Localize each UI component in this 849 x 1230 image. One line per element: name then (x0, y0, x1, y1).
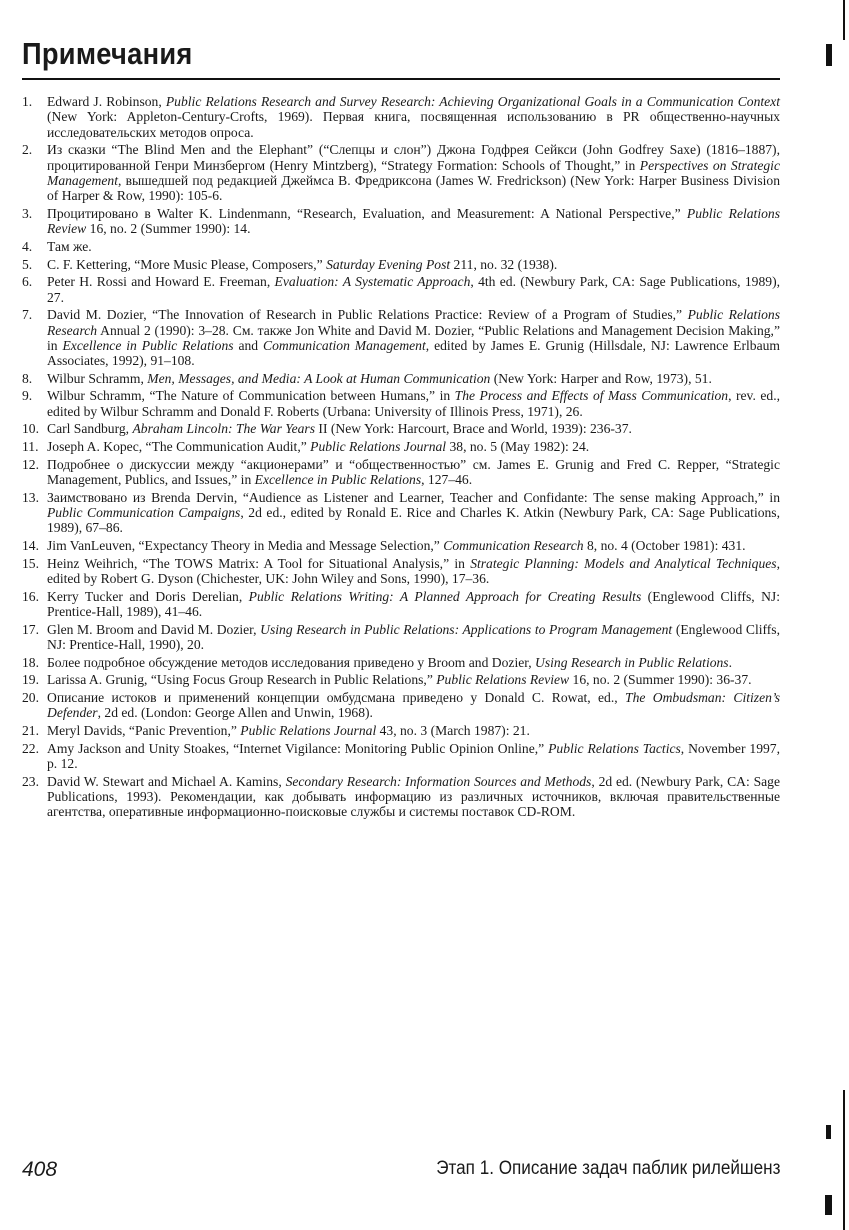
note-text (47, 690, 780, 720)
note-text-run: , edited by Robert G. Dyson (Chichester, UK: John Wiley and Sons, 1990), 17–36. (47, 555, 780, 587)
note-item (22, 257, 780, 272)
note-number: 4. (22, 238, 33, 254)
note-number: 23. (22, 773, 39, 789)
note-item (22, 457, 780, 488)
note-text-run: (Englewood Cliffs, NJ: Prentice-Hall, 1989), 41–46. (47, 588, 780, 620)
note-text-run: (New York: Appleton-Century-Crofts, 1969). Первая книга, посвященная использованию в PR общественно-научных исследовательских методов опроса. (47, 109, 780, 140)
note-number: 7. (22, 307, 33, 323)
note-text-run: and (233, 337, 264, 353)
note-text-run: (Englewood Cliffs, NJ: Prentice-Hall, 1990), 20. (47, 621, 780, 653)
note-number: 21. (22, 723, 39, 739)
note-number: 12. (22, 456, 39, 472)
note-title-italic: Evaluation: A Systematic Approach (274, 274, 471, 290)
note-title-italic: Excellence in Public Relations (254, 472, 422, 488)
running-title: Этап 1. Описание задач паблик рилейшенз (435, 1158, 780, 1179)
note-text (47, 239, 92, 254)
note-title-italic: Public Relations Journal (310, 439, 447, 455)
note-text-run: Heinz Weihrich, “The TOWS Matrix: A Tool for Situational Analysis,” in (47, 555, 471, 571)
notes-list (22, 94, 780, 822)
note-title-italic: Communication Management (263, 337, 426, 353)
note-text (47, 655, 732, 670)
note-text-run: , rev. ed., edited by Wilbur Schramm and Donald F. Roberts (Urbana: University of Illinois Press, 1971), 26. (47, 388, 780, 419)
note-title-italic: Communication Research (443, 538, 584, 554)
note-item (22, 490, 780, 536)
note-item (22, 589, 780, 620)
note-number: 13. (22, 489, 39, 505)
note-text (47, 274, 780, 304)
note-number: 10. (22, 421, 39, 437)
note-text (47, 457, 780, 487)
note-item (22, 672, 780, 687)
note-text-run: Jim VanLeuven, “Expectancy Theory in Media and Message Selection,” (47, 538, 444, 554)
note-title-italic: Public Relations Review (47, 205, 780, 237)
note-item (22, 307, 780, 368)
note-text (47, 723, 530, 738)
note-text (47, 371, 712, 386)
note-item (22, 142, 780, 203)
note-text (47, 307, 780, 368)
note-number: 6. (22, 274, 33, 290)
scan-edge-mark (825, 1195, 832, 1215)
note-title-italic: Public Relations Tactics (548, 740, 681, 756)
note-text-run: Joseph A. Kopec, “The Communication Audit,” (47, 439, 311, 455)
note-text-run: David W. Stewart and Michael A. Kamins, (47, 773, 286, 789)
note-item (22, 774, 780, 820)
page-number: 408 (22, 1158, 58, 1181)
note-text (47, 421, 632, 436)
note-text-run: Larissa A. Grunig, “Using Focus Group Research in Public Relations,” (47, 672, 437, 688)
note-item (22, 239, 780, 254)
note-item (22, 206, 780, 237)
note-title-italic: Perspectives on Strategic Management (47, 157, 780, 188)
note-text-run: Процитировано в Walter K. Lindenmann, “Research, Evaluation, and Measurement: A National Perspective,” (47, 205, 687, 221)
note-text (47, 622, 780, 652)
note-number: 18. (22, 654, 39, 670)
note-title-italic: Strategic Planning: Models and Analytical Techniques (470, 555, 777, 571)
note-text-run: 16, no. 2 (Summer 1990): 14. (86, 221, 251, 237)
note-text (47, 439, 589, 454)
note-text-run: Более подробное обсуждение методов исследования приведено у Broom and Dozier, (47, 654, 536, 670)
note-item (22, 723, 780, 738)
note-title-italic: The Process and Effects of Mass Communication (454, 388, 729, 404)
note-text-run: , November 1997, p. 12. (47, 740, 780, 772)
note-text-run: Amy Jackson and Unity Stoakes, “Internet Vigilance: Monitoring Public Opinion Online,” (47, 740, 549, 756)
note-number: 14. (22, 538, 39, 554)
note-text (47, 741, 780, 771)
note-text-run: C. F. Kettering, “More Music Please, Composers,” (47, 256, 327, 272)
note-number: 9. (22, 388, 33, 404)
note-text (47, 206, 780, 236)
note-item (22, 439, 780, 454)
note-text-run: Glen M. Broom and David M. Dozier, (47, 621, 261, 637)
note-item (22, 655, 780, 670)
note-item (22, 556, 780, 587)
note-text-run: , 4th ed. (Newbury Park, CA: Sage Publications, 1989), 27. (47, 274, 780, 305)
note-item (22, 690, 780, 721)
note-text-run: Meryl Davids, “Panic Prevention,” (47, 723, 241, 739)
note-number: 3. (22, 205, 33, 221)
note-item (22, 371, 780, 386)
note-text (47, 388, 780, 418)
note-text-run: Из сказки “The Blind Men and the Elephant” (“Слепцы и слон”) Джона Годфрея Сейкси (John Godfrey Saxe) (1816–1887), процитированной Генри Минзбергом (Henry Mintzberg), “Strategy Formation: Schools of Thought,” in (47, 142, 780, 173)
note-text (47, 672, 752, 687)
note-number: 2. (22, 142, 33, 158)
note-number: 11. (22, 439, 39, 455)
page-header (22, 36, 780, 80)
note-text-run: , 2d ed., edited by Ronald E. Rice and Charles K. Atkin (Newbury Park, CA: Sage Publications, 1989), 67–86. (47, 505, 780, 536)
note-number: 8. (22, 370, 33, 386)
note-number: 5. (22, 256, 33, 272)
note-number: 20. (22, 690, 39, 706)
note-text-run: II (New York: Harcourt, Brace and World, 1939): 236-37. (315, 421, 632, 437)
note-text-run: Carl Sandburg, (47, 421, 133, 437)
note-text (47, 142, 780, 203)
note-text-run: 8, no. 4 (October 1981): 431. (583, 538, 746, 554)
note-text-run: Edward J. Robinson, (47, 94, 166, 109)
note-text (47, 257, 557, 272)
note-title-italic: Public Relations Research (47, 307, 780, 338)
note-number: 22. (22, 740, 39, 756)
note-text-run: Подробнее о дискуссии между “акционерами” и “общественностью” см. James E. Grunig and Fred C. Repper, “Strategic Management, Publics, and Issues,” in (47, 456, 780, 488)
note-text (47, 490, 780, 536)
note-title-italic: The Ombudsman: Citizen’s Defender (47, 690, 780, 721)
note-title-italic: Abraham Lincoln: The War Years (132, 421, 316, 437)
note-title-italic: Using Research in Public Relations (535, 654, 729, 670)
note-title-italic: Excellence in Public Relations (62, 337, 234, 353)
note-title-italic: Public Relations Research and Survey Research: Achieving Organizational Goals in a Communication Context (165, 94, 780, 109)
note-item (22, 741, 780, 772)
note-text-run: Описание истоков и применений концепции омбудсмана приведено у Donald C. Rowat, ed., (47, 690, 626, 706)
note-text-run: Peter H. Rossi and Howard E. Freeman, (47, 274, 275, 290)
note-number: 17. (22, 621, 39, 637)
scan-edge-mark (826, 1125, 831, 1139)
scan-edge-mark (826, 44, 832, 66)
note-text-run: 38, no. 5 (May 1982): 24. (446, 439, 590, 455)
note-number: 16. (22, 588, 39, 604)
note-text-run: 16, no. 2 (Summer 1990): 36-37. (569, 672, 752, 688)
note-text-run: Wilbur Schramm, (47, 370, 148, 386)
note-text-run: , 127–46. (421, 472, 473, 488)
note-title-italic: Public Relations Review (436, 672, 570, 688)
note-title-italic: Public Relations Journal (240, 723, 377, 739)
note-number: 1. (22, 94, 33, 109)
note-title-italic: Public Communication Campaigns (47, 505, 241, 521)
note-text-run: Annual 2 (1990): 3–28. См. также Jon White and David M. Dozier, “Public Relations and Management Decision Making,” in (47, 322, 780, 353)
note-text (47, 774, 780, 820)
note-text-run: Kerry Tucker and Doris Derelian, (47, 588, 249, 604)
note-text (47, 589, 780, 619)
scan-edge-line (843, 0, 845, 40)
note-number: 15. (22, 555, 39, 571)
note-text (47, 556, 780, 586)
note-title-italic: Saturday Evening Post (326, 256, 451, 272)
note-item (22, 538, 780, 553)
note-title-italic: Men, Messages, and Media: A Look at Human Communication (147, 370, 491, 386)
note-text (47, 94, 780, 140)
note-text-run: 43, no. 3 (March 1987): 21. (376, 723, 530, 739)
note-title-italic: Secondary Research: Information Sources and Methods (285, 773, 592, 789)
note-item (22, 421, 780, 436)
note-text-run: , вышедшей под редакцией Джеймса В. Фредриксона (James W. Fredrickson) (New York: Harper Business Division of Harper & Row, 1990): 105-6. (47, 172, 780, 204)
note-item (22, 388, 780, 419)
note-text-run: David M. Dozier, “The Innovation of Research in Public Relations Practice: Review of a Program of Studies,” (47, 307, 688, 323)
note-text-run: . (728, 654, 733, 670)
note-number: 19. (22, 672, 39, 688)
note-title-italic: Using Research in Public Relations: Applications to Program Management (260, 621, 673, 637)
note-title-italic: Public Relations Writing: A Planned Approach for Creating Results (248, 588, 642, 604)
note-item (22, 274, 780, 305)
note-text-run: 211, no. 32 (1938). (450, 256, 558, 272)
note-text-run: , 2d ed. (Newbury Park, CA: Sage Publications, 1993). Рекомендации, как добывать информацию из различных источников, включая правительственные агентства, оперативные информационно-поисковые службы и системы поставок CD-ROM. (47, 773, 781, 820)
page-footer (22, 1158, 780, 1184)
note-item (22, 94, 780, 140)
note-item (22, 622, 780, 653)
note-text-run: (New York: Harper and Row, 1973), 51. (490, 370, 712, 386)
note-text-run: Заимствовано из Brenda Dervin, “Audience as Listener and Learner, Teacher and Confidante: The sense making Approach,” in (47, 489, 780, 505)
note-text-run: Wilbur Schramm, “The Nature of Communication between Humans,” in (47, 388, 455, 404)
note-text-run: Там же. (47, 238, 92, 254)
note-text-run: , 2d ed. (London: George Allen and Unwin, 1968). (97, 705, 373, 721)
scan-edge-line (843, 1090, 845, 1230)
note-text (47, 538, 746, 553)
page-title: Примечания (22, 36, 193, 71)
note-text-run: , edited by James E. Grunig (Hillsdale, NJ: Lawrence Erlbaum Associates, 1992), 91–108. (47, 337, 780, 369)
